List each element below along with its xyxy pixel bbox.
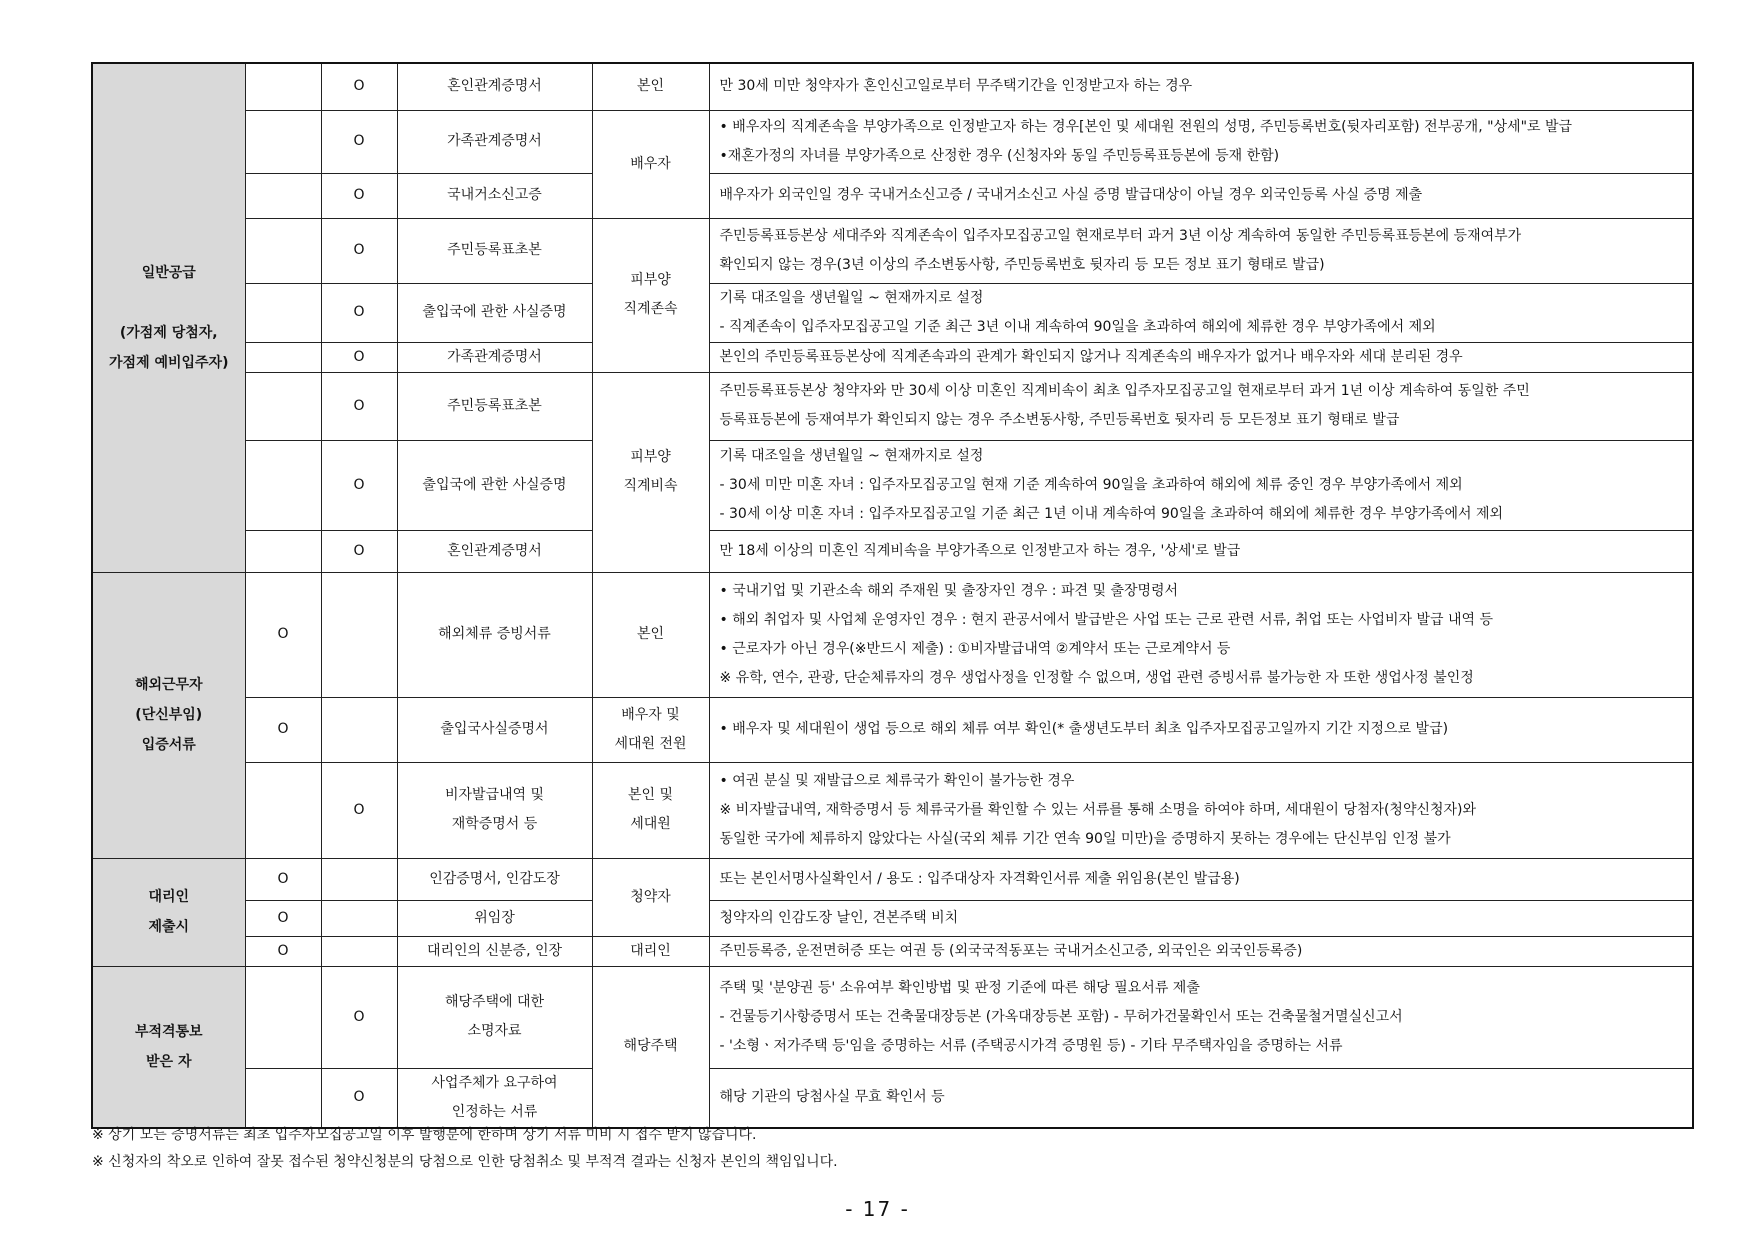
- requirement-description: [709, 173, 1693, 218]
- mark-column-2: O: [321, 440, 397, 530]
- document-name: [397, 173, 592, 218]
- cell-line: 받은 자: [146, 1053, 192, 1070]
- document-name: [397, 283, 592, 342]
- mark-column-1: [245, 530, 321, 572]
- requirement-description: [709, 440, 1693, 530]
- cell-line: 본인: [636, 78, 665, 95]
- cell-line: 동일한 국가에 체류하지 않았다는 사실(국외 체류 기간 연속 90일 미만)을 증명하지 못하는 경우에는 단신부임 인정 불가: [719, 830, 1451, 847]
- cell-line: 일반공급: [141, 264, 196, 281]
- table-row: [92, 372, 1693, 440]
- requirement-description: [709, 762, 1693, 858]
- category-overseas: [92, 572, 245, 858]
- mark-column-2: O: [321, 530, 397, 572]
- cell-line: - '소형ㆍ저가주택 등'임을 증명하는 서류 (주택공시가격 증명원 등) - 기타 무주택자임을 증명하는 서류: [719, 1037, 1343, 1054]
- mark-column-1: [245, 966, 321, 1068]
- document-name: [397, 110, 592, 173]
- cell-line: 주민등록표등본상 세대주와 직계존속이 입주자모집공고일 현재로부터 과거 3년 이상 계속하여 동일한 주민등록표등본에 등재여부가: [719, 227, 1522, 244]
- cell-line: 세대원 전원: [614, 735, 687, 752]
- cell-line: 배우자가 외국인일 경우 국내거소신고증 / 국내거소신고 사실 증명 발급대상이 아닐 경우 외국인등록 사실 증명 제출: [719, 187, 1423, 203]
- footnote-2: ※ 신청자의 착오로 인하여 잘못 접수된 청약신청분의 당첨으로 인한 당첨취소 및 부적격 결과는 신청자 본인의 책임입니다.: [92, 1154, 838, 1170]
- cell-line: 혼인관계증명서: [447, 542, 542, 559]
- mark-column-2: [321, 572, 397, 697]
- target-person: [592, 697, 709, 762]
- table-row: [92, 900, 1693, 936]
- cell-line: 주민등록표초본: [447, 242, 542, 258]
- document-name: [397, 697, 592, 762]
- cell-line: 기록 대조일을 생년월일 ~ 현재까지로 설정: [719, 289, 984, 306]
- cell-line: • 국내기업 및 기관소속 해외 주재원 및 출장자인 경우 : 파견 및 출장명령서: [719, 582, 1179, 599]
- cell-line: 세대원: [630, 816, 671, 832]
- target-person: [592, 110, 709, 218]
- mark-column-1: [245, 372, 321, 440]
- cell-line: 피부양: [630, 449, 671, 465]
- cell-line: 피부양: [630, 272, 671, 288]
- cell-line: 해당 기관의 당첨사실 무효 확인서 등: [719, 1089, 945, 1105]
- target-person: [592, 572, 709, 697]
- mark-column-2: O: [321, 218, 397, 283]
- document-name: [397, 858, 592, 900]
- mark-column-1: [245, 63, 321, 110]
- mark-column-2: [321, 936, 397, 966]
- cell-line: 사업주체가 요구하여: [431, 1074, 558, 1091]
- mark-column-2: O: [321, 342, 397, 372]
- mark-column-2: O: [321, 372, 397, 440]
- cell-line: • 근로자가 아닌 경우(※반드시 제출) : ①비자발급내역 ②계약서 또는 근로계약서 등: [719, 640, 1231, 657]
- document-name: [397, 762, 592, 858]
- cell-line: [101, 288, 237, 318]
- cell-line: 입증서류: [141, 737, 196, 753]
- mark-column-1: [245, 1068, 321, 1128]
- cell-line: ※ 유학, 연수, 관광, 단순체류자의 경우 생업사정을 인정할 수 없으며, 생업 관련 증빙서류 불가능한 자 또한 생업사정 불인정: [719, 669, 1474, 686]
- requirement-description: [709, 966, 1693, 1068]
- cell-line: - 건물등기사항증명서 또는 건축물대장등본 (가옥대장등본 포함) - 무허가건물확인서 또는 건축물철거멸실신고서: [719, 1008, 1403, 1025]
- document-name: [397, 342, 592, 372]
- document-requirements-table: [91, 62, 1694, 1129]
- document-name: [397, 372, 592, 440]
- mark-column-2: [321, 858, 397, 900]
- table-row: [92, 110, 1693, 173]
- cell-line: 대리인: [148, 889, 190, 905]
- table-row: [92, 440, 1693, 530]
- cell-line: 본인 및: [627, 787, 674, 803]
- requirement-description: [709, 218, 1693, 283]
- cell-line: • 해외 취업자 및 사업체 운영자인 경우 : 현지 관공서에서 발급받은 사업 또는 근로 관련 서류, 취업 또는 사업비자 발급 내역 등: [719, 611, 1494, 628]
- requirement-description: [709, 900, 1693, 936]
- mark-column-1: [245, 762, 321, 858]
- cell-line: 주민등록표초본: [447, 397, 542, 414]
- document-name: [397, 900, 592, 936]
- cell-line: 출입국에 관한 사실증명: [422, 304, 567, 320]
- cell-line: 해외체류 증빙서류: [438, 626, 551, 642]
- document-name: [397, 63, 592, 110]
- table-row: [92, 858, 1693, 900]
- mark-column-2: O: [321, 966, 397, 1068]
- table-row: [92, 572, 1693, 697]
- cell-line: 직계존속: [623, 301, 678, 317]
- cell-line: • 배우자의 직계존속을 부양가족으로 인정받고자 하는 경우[본인 및 세대원 전원의 성명, 주민등록번호(뒷자리포함) 전부공개, "상세"로 발급: [719, 118, 1573, 135]
- mark-column-1: [245, 218, 321, 283]
- cell-line: 출입국사실증명서: [440, 721, 549, 737]
- requirement-description: [709, 110, 1693, 173]
- cell-line: 국내거소신고증: [447, 187, 542, 203]
- document-name: [397, 530, 592, 572]
- table-row: [92, 966, 1693, 1068]
- mark-column-1: [245, 440, 321, 530]
- document-name: [397, 1068, 592, 1128]
- cell-line: 해당주택에 대한: [444, 994, 545, 1010]
- requirement-description: [709, 1068, 1693, 1128]
- table-row: [92, 63, 1693, 110]
- cell-line: 직계비속: [623, 478, 678, 494]
- document-name: [397, 572, 592, 697]
- table-row: [92, 762, 1693, 858]
- mark-column-2: O: [321, 63, 397, 110]
- table-row: [92, 173, 1693, 218]
- mark-column-1: O: [245, 936, 321, 966]
- table-row: [92, 936, 1693, 966]
- mark-column-2: O: [321, 762, 397, 858]
- mark-column-2: O: [321, 110, 397, 173]
- mark-column-2: O: [321, 1068, 397, 1128]
- mark-column-2: [321, 697, 397, 762]
- target-person: [592, 936, 709, 966]
- cell-line: 청약자: [630, 888, 671, 905]
- cell-line: 출입국에 관한 사실증명: [422, 476, 567, 493]
- cell-line: 만 18세 이상의 미혼인 직계비속을 부양가족으로 인정받고자 하는 경우, '상세'로 발급: [719, 542, 1241, 559]
- cell-line: - 직계존속이 입주자모집공고일 기준 최근 3년 이내 계속하여 90일을 초과하여 해외에 체류한 경우 부양가족에서 제외: [719, 318, 1436, 335]
- mark-column-1: O: [245, 697, 321, 762]
- cell-line: 등록표등본에 등재여부가 확인되지 않는 경우 주소변동사항, 주민등록번호 뒷자리 등 모든정보 표기 형태로 발급: [719, 412, 1400, 428]
- cell-line: 또는 본인서명사실확인서 / 용도 : 입주대상자 자격확인서류 제출 위임용(본인 발급용): [719, 870, 1240, 887]
- requirement-description: [709, 283, 1693, 342]
- cell-line: • 배우자 및 세대원이 생업 등으로 해외 체류 여부 확인(* 출생년도부터 최초 입주자모집공고일까지 기간 지정으로 발급): [719, 721, 1449, 737]
- mark-column-1: O: [245, 900, 321, 936]
- requirement-description: [709, 572, 1693, 697]
- table-row: [92, 1068, 1693, 1128]
- cell-line: 인감증명서, 인감도장: [429, 870, 560, 887]
- cell-line: 배우자: [630, 155, 671, 172]
- cell-line: 본인: [636, 626, 665, 642]
- footnote-1: ※ 상기 모든 증명서류는 최초 입주자모집공고일 이후 발행분에 한하며 상기 서류 미비 시 접수 받지 않습니다.: [92, 1127, 757, 1143]
- mark-column-2: O: [321, 173, 397, 218]
- cell-line: 주택 및 '분양권 등' 소유여부 확인방법 및 판정 기준에 따른 해당 필요서류 제출: [719, 979, 1200, 996]
- table-row: [92, 218, 1693, 283]
- cell-line: - 30세 미만 미혼 자녀 : 입주자모집공고일 현재 기준 계속하여 90일을 초과하여 해외에 체류 중인 경우 부양가족에서 제외: [719, 476, 1463, 493]
- mark-column-1: [245, 283, 321, 342]
- mark-column-1: [245, 173, 321, 218]
- target-person: [592, 966, 709, 1128]
- requirement-description: [709, 936, 1693, 966]
- requirement-description: [709, 697, 1693, 762]
- mark-column-1: [245, 342, 321, 372]
- cell-line: 본인의 주민등록표등본상에 직계존속과의 관계가 확인되지 않거나 직계존속의 배우자가 없거나 배우자와 세대 분리된 경우: [719, 348, 1463, 365]
- cell-line: 위임장: [474, 909, 515, 926]
- page-number: - 17 -: [845, 1197, 910, 1221]
- target-person: [592, 858, 709, 936]
- category-ineligible: [92, 966, 245, 1128]
- requirement-description: [709, 858, 1693, 900]
- cell-line: •재혼가정의 자녀를 부양가족으로 산정한 경우 (신청자와 동일 주민등록표등본에 등재 한함): [719, 147, 1280, 164]
- cell-line: 배우자 및: [621, 706, 680, 723]
- document-name: [397, 966, 592, 1068]
- cell-line: 해외근무자: [134, 677, 203, 693]
- cell-line: 부적격통보: [134, 1023, 203, 1040]
- target-person: [592, 762, 709, 858]
- cell-line: 주민등록증, 운전면허증 또는 여권 등 (외국국적동포는 국내거소신고증, 외국인은 외국인등록증): [719, 942, 1303, 959]
- document-name: [397, 936, 592, 966]
- cell-line: 만 30세 미만 청약자가 혼인신고일로부터 무주택기간을 인정받고자 하는 경우: [719, 78, 1193, 95]
- cell-line: 소명자료: [467, 1023, 522, 1039]
- cell-line: 가점제 예비입주자): [109, 354, 229, 371]
- mark-column-1: O: [245, 858, 321, 900]
- category-proxy: [92, 858, 245, 966]
- cell-line: 인정하는 서류: [451, 1103, 538, 1120]
- cell-line: 혼인관계증명서: [447, 78, 542, 95]
- document-name: [397, 218, 592, 283]
- document-name: [397, 440, 592, 530]
- mark-column-1: O: [245, 572, 321, 697]
- requirement-description: [709, 530, 1693, 572]
- requirement-description: [709, 372, 1693, 440]
- cell-line: 기록 대조일을 생년월일 ~ 현재까지로 설정: [719, 447, 984, 464]
- mark-column-2: O: [321, 283, 397, 342]
- cell-line: 가족관계증명서: [447, 348, 542, 365]
- table-row: [92, 342, 1693, 372]
- cell-line: 제출시: [148, 919, 190, 935]
- requirement-description: [709, 63, 1693, 110]
- target-person: [592, 63, 709, 110]
- cell-line: 청약자의 인감도장 날인, 견본주택 비치: [719, 909, 959, 926]
- target-person: [592, 218, 709, 372]
- cell-line: - 30세 이상 미혼 자녀 : 입주자모집공고일 기준 최근 1년 이내 계속하여 90일을 초과하여 해외에 체류한 경우 부양가족에서 제외: [719, 505, 1504, 522]
- cell-line: 대리인: [630, 942, 671, 959]
- cell-line: • 여권 분실 및 재발급으로 체류국가 확인이 불가능한 경우: [719, 772, 1075, 789]
- table-row: [92, 530, 1693, 572]
- mark-column-1: [245, 110, 321, 173]
- target-person: [592, 372, 709, 572]
- cell-line: 가족관계증명서: [447, 133, 542, 149]
- cell-line: 확인되지 않는 경우(3년 이상의 주소변동사항, 주민등록번호 뒷자리 등 모든 정보 표기 형태로 발급): [719, 256, 1325, 273]
- mark-column-2: [321, 900, 397, 936]
- cell-line: 주민등록표등본상 청약자와 만 30세 이상 미혼인 직계비속이 최초 입주자모집공고일 현재로부터 과거 1년 이상 계속하여 동일한 주민: [719, 383, 1530, 399]
- requirement-description: [709, 342, 1693, 372]
- cell-line: 해당주택: [623, 1038, 678, 1054]
- cell-line: (단신부임): [135, 707, 203, 723]
- cell-line: 비자발급내역 및: [444, 787, 545, 803]
- cell-line: ※ 비자발급내역, 재학증명서 등 체류국가를 확인할 수 있는 서류를 통해 소명을 하여야 하며, 세대원이 당첨자(청약신청자)와: [719, 801, 1477, 818]
- table-row: [92, 283, 1693, 342]
- cell-line: 대리인의 신분증, 인장: [426, 942, 563, 959]
- category-general: [92, 63, 245, 572]
- cell-line: (가점제 당첨자,: [119, 324, 218, 341]
- cell-line: 재학증명서 등: [451, 816, 538, 832]
- table-row: [92, 697, 1693, 762]
